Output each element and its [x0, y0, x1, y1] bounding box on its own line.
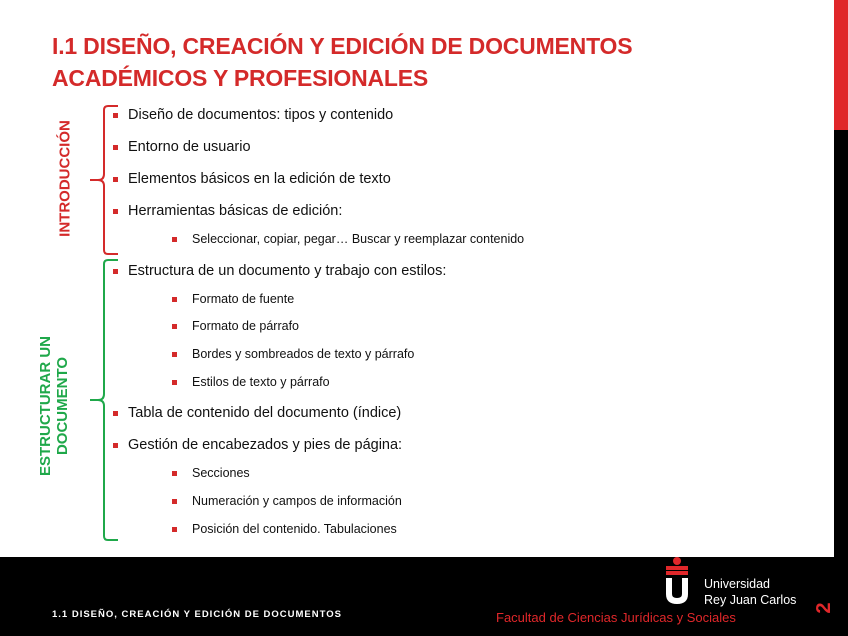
section-label-introduccion: INTRODUCCIÓN [56, 120, 74, 237]
university-line-1: Universidad [704, 577, 771, 591]
list-item: Elementos básicos en la edición de texto [128, 171, 391, 187]
square-bullet-icon [172, 471, 177, 476]
right-accent-bar [834, 0, 848, 130]
title-line-2: ACADÉMICOS Y PROFESIONALES [52, 65, 429, 91]
sub-list-item: Posición del contenido. Tabulaciones [192, 522, 397, 536]
sub-list-item: Formato de fuente [192, 292, 295, 306]
footer-course-title: 1.1 DISEÑO, CREACIÓN Y EDICIÓN DE DOCUMENTOS [52, 609, 342, 620]
square-bullet-icon [172, 237, 177, 242]
sub-list-item: Formato de párrafo [192, 319, 299, 333]
section-label-estructurar-line-1: ESTRUCTURAR UN [37, 336, 54, 476]
square-bullet-icon [172, 297, 177, 302]
square-bullet-icon [172, 499, 177, 504]
title-line-1: I.1 DISEÑO, CREACIÓN Y EDICIÓN DE DOCUMENTOS [52, 33, 633, 59]
square-bullet-icon [113, 113, 118, 118]
list-item: Gestión de encabezados y pies de página: [128, 437, 403, 453]
structure-brace-icon [84, 258, 124, 542]
square-bullet-icon [113, 443, 118, 448]
square-bullet-icon [172, 324, 177, 329]
square-bullet-icon [113, 269, 118, 274]
list-item: Tabla de contenido del documento (índice) [128, 405, 402, 421]
square-bullet-icon [113, 145, 118, 150]
list-item: Entorno de usuario [128, 139, 251, 155]
right-dark-bar [834, 130, 848, 636]
intro-brace-icon [84, 104, 124, 256]
square-bullet-icon [113, 209, 118, 214]
list-item: Estructura de un documento y trabajo con estilos: [128, 263, 447, 279]
sub-list-item: Estilos de texto y párrafo [192, 375, 330, 389]
university-name [704, 576, 796, 608]
sub-list-item: Secciones [192, 466, 250, 480]
square-bullet-icon [172, 352, 177, 357]
section-label-estructurar-line-2: DOCUMENTO [54, 356, 71, 456]
sub-list-item: Numeración y campos de información [192, 494, 402, 508]
list-item: Herramientas básicas de edición: [128, 203, 343, 219]
slide-title [52, 30, 812, 94]
square-bullet-icon [113, 177, 118, 182]
footer-faculty: Facultad de Ciencias Jurídicas y Sociales [496, 610, 736, 625]
section-label-estructurar [37, 331, 73, 481]
square-bullet-icon [113, 411, 118, 416]
urjc-crest-icon [660, 556, 694, 606]
square-bullet-icon [172, 380, 177, 385]
list-item: Diseño de documentos: tipos y contenido [128, 107, 394, 123]
page-number: 2 [813, 602, 835, 614]
sub-list-item: Bordes y sombreados de texto y párrafo [192, 347, 415, 361]
university-line-2: Rey Juan Carlos [704, 593, 797, 607]
square-bullet-icon [172, 527, 177, 532]
sub-list-item: Seleccionar, copiar, pegar… Buscar y reemplazar contenido [192, 232, 525, 246]
